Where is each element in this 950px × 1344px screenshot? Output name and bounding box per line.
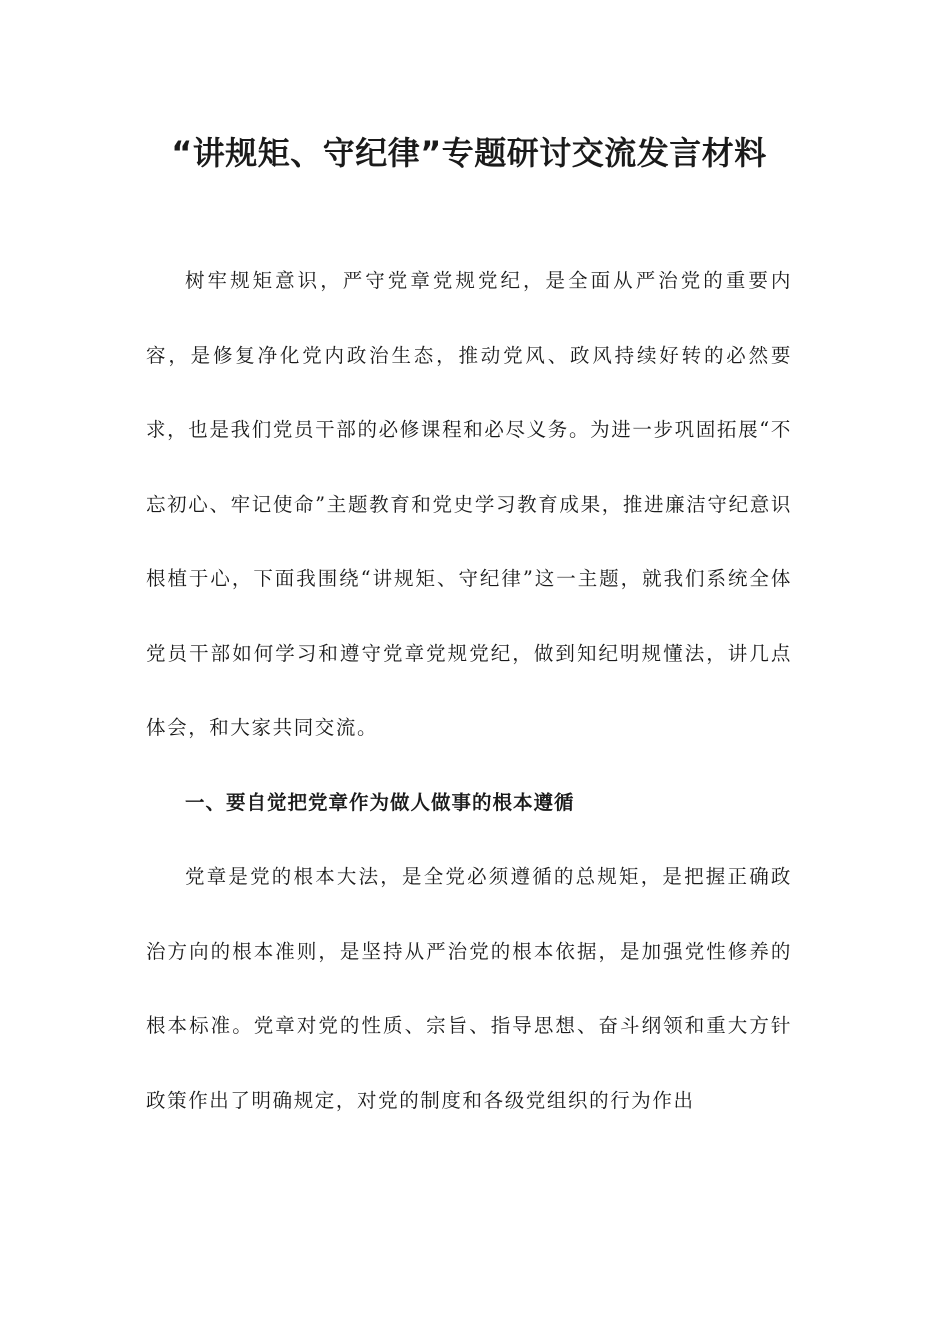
section-paragraph: 党章是党的根本大法，是全党必须遵循的总规矩，是把握正确政治方向的根本准则，是坚持从严治党的根本依据，是加强党性修养的根本标准。党章对党的性质、宗旨、指导思想、奋斗纲领和重大方针政策作出了明确规定，对党的制度和各级党组织的行为作出: [146, 865, 792, 1112]
document-page: [146, 118, 792, 1138]
intro-paragraph: 树牢规矩意识，严守党章党规党纪，是全面从严治党的重要内容，是修复净化党内政治生态，推动党风、政风持续好转的必然要求，也是我们党员干部的必修课程和必尽义务。为进一步巩固拓展“不忘初心、牢记使命”主题教育和党史学习教育成果，推进廉洁守纪意识根植于心，下面我围绕“讲规矩、守纪律”这一主题，就我们系统全体党员干部如何学习和遵守党章党规党纪，做到知纪明规懂法，讲几点体会，和大家共同交流。: [146, 269, 792, 739]
document-body: [146, 244, 792, 1138]
document-title: “讲规矩、守纪律”专题研讨交流发言材料: [171, 134, 767, 172]
section-heading: 一、要自觉把党章作为做人做事的根本遵循: [185, 790, 575, 814]
